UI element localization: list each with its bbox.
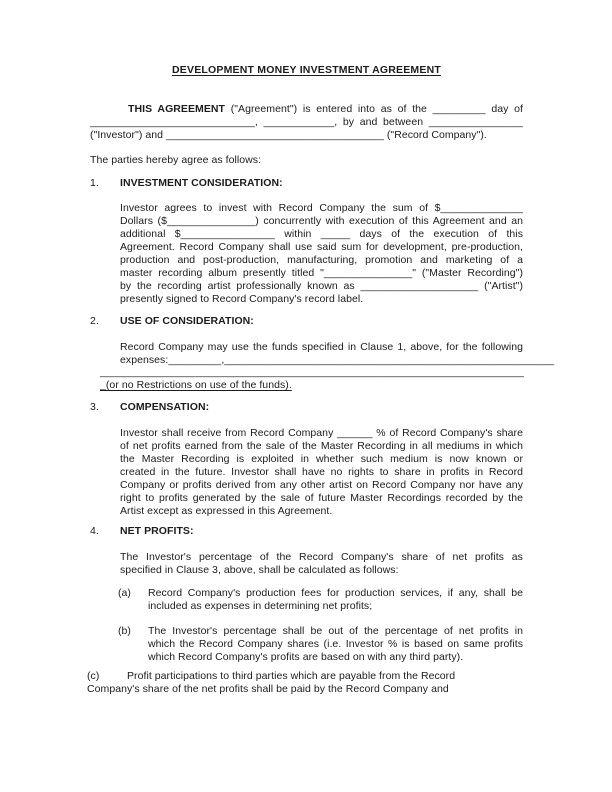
- subitem-label: (c): [87, 669, 100, 682]
- paragraph-line: production and post-production, manufacturing, promotion and marketing of a: [120, 254, 523, 267]
- subitem-line: included as expenses in determining net profits;: [148, 600, 373, 613]
- section-number: 4.: [90, 525, 99, 538]
- paragraph-line: The Investor's percentage of the Record Company's share of net profits as: [120, 551, 523, 564]
- paragraph-line: of net profits earned from the sale of the Master Recording in all mediums in which: [120, 440, 523, 453]
- section-heading: USE OF CONSIDERATION:: [120, 314, 254, 327]
- paragraph-line: Agreement. Record Company shall use said sum for development, pre-production,: [120, 241, 523, 254]
- intro-paragraph: [90, 103, 523, 142]
- section-1-heading-row: [90, 177, 523, 190]
- subitem-line: Company's share of the net profits shall be paid by the Record Company and: [87, 682, 449, 695]
- paragraph-line: additional $________________ within _____ days of the execution of this: [120, 228, 523, 241]
- paragraph-line: Investor agrees to invest with Record Company the sum of $______________: [120, 202, 523, 215]
- paragraph-line: Record Company may use the funds specified in Clause 1, above, for the following: [120, 340, 523, 353]
- agreement-document: [87, 64, 555, 696]
- section-3-heading-row: [90, 401, 523, 414]
- section-4-heading-row: [90, 525, 523, 538]
- subitem-line: [87, 670, 523, 683]
- section-heading: INVESTMENT CONSIDERATION:: [120, 176, 283, 189]
- paragraph-line: Dollars ($_______________) concurrently with execution of this Agreement and an: [120, 215, 523, 228]
- blank-fill-line: expenses:_________,________________________________________________________: [120, 353, 555, 366]
- subitem-line: Record Company's production fees for production services, if any, shall be: [148, 587, 523, 600]
- section-heading: COMPENSATION:: [120, 401, 210, 414]
- section-1-paragraph: [120, 202, 523, 305]
- intro-line: ____________________________, ____________, by and between ________________: [90, 115, 523, 128]
- subitem-c: [87, 670, 523, 696]
- subitem-line: The Investor's percentage shall be out of the percentage of net profits in: [148, 625, 523, 637]
- paragraph-line: created in the future. Investor shall have no rights to share in profits in Record: [120, 465, 523, 478]
- intro-line-text: ("Agreement") is entered into as of the _________ day of: [224, 102, 524, 115]
- section-3-paragraph: [120, 427, 523, 517]
- paragraph-line: by the recording artist professionally known as ____________________ ("Artist"): [120, 279, 523, 292]
- subitem-line: which Record Company's profits are based on with any third party).: [148, 650, 464, 663]
- paragraph-line: the Master Recording is exploited in whether such medium is now known or: [120, 452, 523, 465]
- paragraph-line: Investor shall receive from Record Company ______ % of Record Company's share: [120, 427, 523, 440]
- paragraph-line: master recording album presently titled "_______________" ("Master Recording"): [120, 266, 523, 279]
- paragraph-line: presently signed to Record Company's record label.: [120, 292, 364, 305]
- subitem-line-text: Profit participations to third parties which are payable from the Record: [127, 669, 456, 682]
- paragraph-line: specified in Clause 3, above, shall be calculated as follows:: [120, 564, 399, 577]
- preamble-line: The parties hereby agree as follows:: [90, 153, 262, 166]
- paragraph-line: Company or profits derived from any other artist on Record Company nor have any: [120, 478, 523, 491]
- intro-bold-phrase: THIS AGREEMENT: [128, 102, 225, 115]
- section-heading: NET PROFITS:: [120, 525, 194, 538]
- subitem-label: (a): [118, 587, 131, 600]
- subitem-line: which the Record Company shares (i.e. Investor % is based on same profits: [148, 637, 523, 650]
- subitem-b: [118, 625, 523, 664]
- intro-line: [90, 103, 523, 116]
- section-2-heading-row: [90, 315, 523, 328]
- section-number: 3.: [90, 401, 99, 414]
- paragraph-line: Artist except as expressed in this Agreement.: [120, 504, 333, 517]
- paragraph-line: right to profits generated by the sale of future Master Recordings recorded by the: [120, 491, 523, 504]
- restriction-note: _(or no Restrictions on use of the funds).: [100, 379, 292, 392]
- blank-fill-line: ________________________________________________________________________: [100, 366, 525, 379]
- section-number: 1.: [90, 176, 99, 189]
- section-4-paragraph: [120, 551, 523, 577]
- subitem-label: (b): [118, 625, 131, 637]
- intro-line: ("Investor") and _____________________________________ ("Record Company").: [90, 128, 487, 141]
- document-title: DEVELOPMENT MONEY INVESTMENT AGREEMENT: [172, 64, 441, 76]
- section-number: 2.: [90, 314, 99, 327]
- section-2-paragraph: [100, 340, 555, 393]
- subitem-a: [118, 587, 523, 613]
